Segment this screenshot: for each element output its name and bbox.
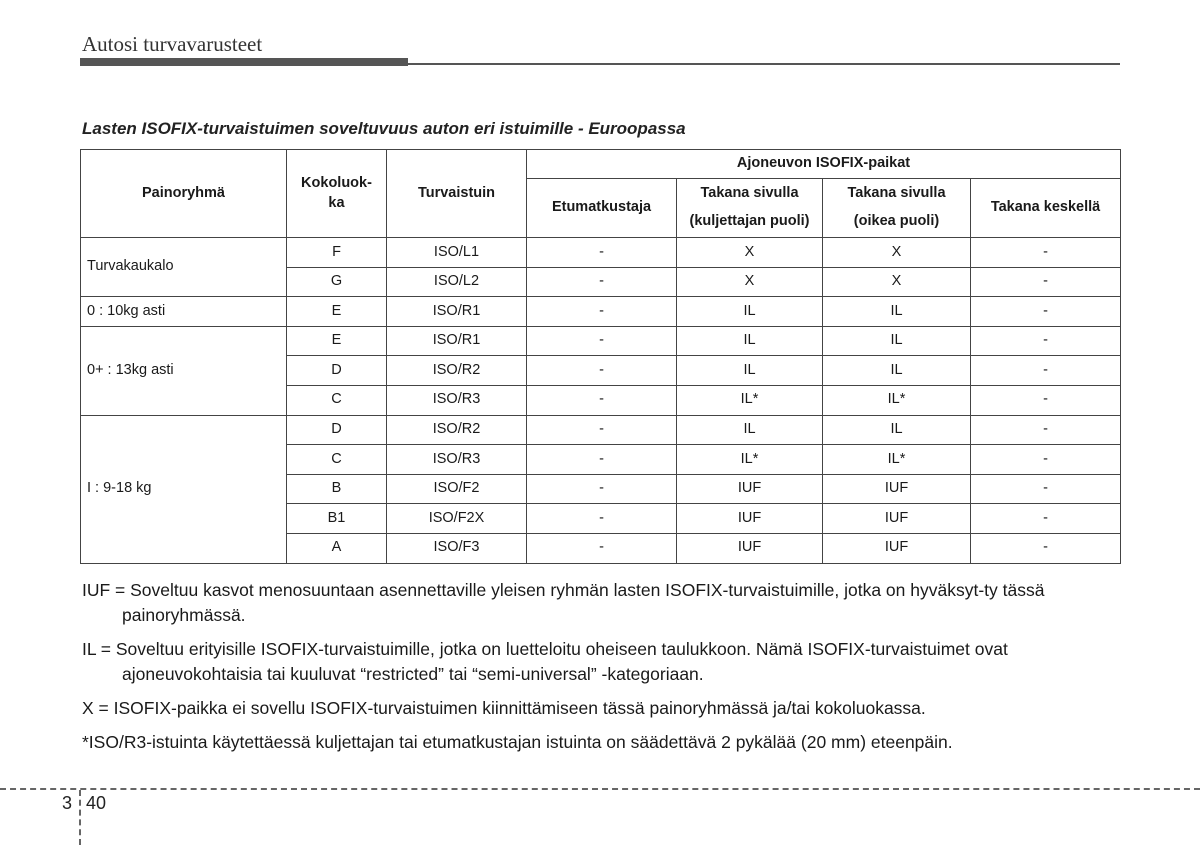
seat-cell: ISO/L1 (387, 238, 527, 268)
header-size-class-text: Kokoluok- ka (301, 174, 372, 211)
legend-notes (82, 578, 1122, 764)
rear-left-cell: IUF (677, 504, 823, 534)
seat-cell: ISO/R2 (387, 356, 527, 386)
size-class-cell: C (287, 445, 387, 475)
header-bar (80, 58, 408, 66)
front-passenger-cell: - (527, 326, 677, 356)
rear-right-cell: IL* (823, 445, 971, 475)
header-size-class (287, 150, 387, 238)
seat-cell: ISO/F3 (387, 533, 527, 563)
size-class-cell: B (287, 474, 387, 504)
header-rear-right-text: Takana sivulla (oikea puoli) (847, 185, 946, 229)
rear-left-cell: IL (677, 297, 823, 327)
weight-group-cell: Turvakaukalo (81, 238, 287, 297)
table-title: Lasten ISOFIX-turvaistuimen soveltuvuus auton eri istuimille - Euroopassa (82, 119, 686, 138)
size-class-cell: D (287, 356, 387, 386)
size-class-cell: E (287, 326, 387, 356)
front-passenger-cell: - (527, 474, 677, 504)
table-row (81, 297, 1121, 327)
front-passenger-cell: - (527, 267, 677, 297)
seat-cell: ISO/R1 (387, 326, 527, 356)
rear-right-cell: X (823, 238, 971, 268)
header-rear-right (823, 179, 971, 238)
size-class-cell: F (287, 238, 387, 268)
rear-center-cell: - (971, 533, 1121, 563)
header-rear-left-text: Takana sivulla (kuljettajan puoli) (689, 185, 810, 229)
header-weight-group: Painoryhmä (81, 150, 287, 238)
footer-dashed-rule (0, 788, 1200, 790)
header-rear-left (677, 179, 823, 238)
rear-left-cell: IUF (677, 533, 823, 563)
note-x: X = ISOFIX-paikka ei sovellu ISOFIX-turvaistuimen kiinnittämiseen tässä painoryhmässä ja/tai kokoluokassa. (82, 698, 926, 718)
rear-center-cell: - (971, 356, 1121, 386)
note-il: IL = Soveltuu erityisille ISOFIX-turvaistuimille, jotka on luetteloitu oheiseen taulukkoon. Nämä ISOFIX-turvaistuimet ovat ajoneuvokohtaisia tai kuuluvat “restricted” tai “semi-universal” -kategoriaan. (82, 639, 1008, 684)
rear-center-cell: - (971, 385, 1121, 415)
rear-center-cell: - (971, 474, 1121, 504)
rear-left-cell: IL (677, 415, 823, 445)
page-number: 40 (86, 793, 107, 813)
size-class-cell: C (287, 385, 387, 415)
chapter-number: 3 (62, 793, 73, 813)
rear-center-cell: - (971, 238, 1121, 268)
table-row (81, 326, 1121, 356)
seat-cell: ISO/R3 (387, 445, 527, 475)
front-passenger-cell: - (527, 504, 677, 534)
header-seat: Turvaistuin (387, 150, 527, 238)
rear-center-cell: - (971, 415, 1121, 445)
rear-right-cell: IUF (823, 504, 971, 534)
seat-cell: ISO/R1 (387, 297, 527, 327)
rear-left-cell: X (677, 267, 823, 297)
rear-center-cell: - (971, 326, 1121, 356)
header-rule (408, 63, 1120, 65)
size-class-cell: A (287, 533, 387, 563)
header-positions-group: Ajoneuvon ISOFIX-paikat (527, 150, 1121, 179)
size-class-cell: G (287, 267, 387, 297)
rear-right-cell: IL (823, 326, 971, 356)
weight-group-cell: I : 9-18 kg (81, 415, 287, 563)
rear-center-cell: - (971, 267, 1121, 297)
rear-right-cell: X (823, 267, 971, 297)
note-iso-r3: *ISO/R3-istuinta käytettäessä kuljettajan tai etumatkustajan istuinta on säädettävä 2 pykälää (20 mm) eteenpäin. (82, 732, 953, 752)
front-passenger-cell: - (527, 445, 677, 475)
table-row (81, 415, 1121, 445)
front-passenger-cell: - (527, 356, 677, 386)
seat-cell: ISO/F2X (387, 504, 527, 534)
rear-center-cell: - (971, 445, 1121, 475)
header-rear-center: Takana keskellä (971, 179, 1121, 238)
rear-right-cell: IL (823, 415, 971, 445)
seat-cell: ISO/F2 (387, 474, 527, 504)
size-class-cell: D (287, 415, 387, 445)
rear-right-cell: IL (823, 297, 971, 327)
front-passenger-cell: - (527, 415, 677, 445)
rear-left-cell: IUF (677, 474, 823, 504)
front-passenger-cell: - (527, 297, 677, 327)
rear-left-cell: X (677, 238, 823, 268)
rear-center-cell: - (971, 504, 1121, 534)
weight-group-cell: 0 : 10kg asti (81, 297, 287, 327)
header-front-passenger: Etumatkustaja (527, 179, 677, 238)
table-body (81, 238, 1121, 564)
rear-right-cell: IUF (823, 474, 971, 504)
front-passenger-cell: - (527, 533, 677, 563)
seat-cell: ISO/L2 (387, 267, 527, 297)
seat-cell: ISO/R3 (387, 385, 527, 415)
rear-right-cell: IL (823, 356, 971, 386)
rear-center-cell: - (971, 297, 1121, 327)
weight-group-cell: 0+ : 13kg asti (81, 326, 287, 415)
rear-left-cell: IL* (677, 445, 823, 475)
rear-left-cell: IL (677, 356, 823, 386)
footer-dashed-divider (79, 790, 81, 845)
note-iuf: IUF = Soveltuu kasvot menosuuntaan asennettaville yleisen ryhmän lasten ISOFIX-turvaistuimille, jotka on hyväksyt-ty tässä painoryhmässä. (82, 580, 1045, 625)
table-row (81, 238, 1121, 268)
front-passenger-cell: - (527, 385, 677, 415)
rear-right-cell: IUF (823, 533, 971, 563)
size-class-cell: E (287, 297, 387, 327)
rear-left-cell: IL (677, 326, 823, 356)
rear-right-cell: IL* (823, 385, 971, 415)
page-header-title: Autosi turvavarusteet (82, 32, 263, 56)
front-passenger-cell: - (527, 238, 677, 268)
rear-left-cell: IL* (677, 385, 823, 415)
seat-cell: ISO/R2 (387, 415, 527, 445)
size-class-cell: B1 (287, 504, 387, 534)
isofix-table (80, 149, 1121, 564)
